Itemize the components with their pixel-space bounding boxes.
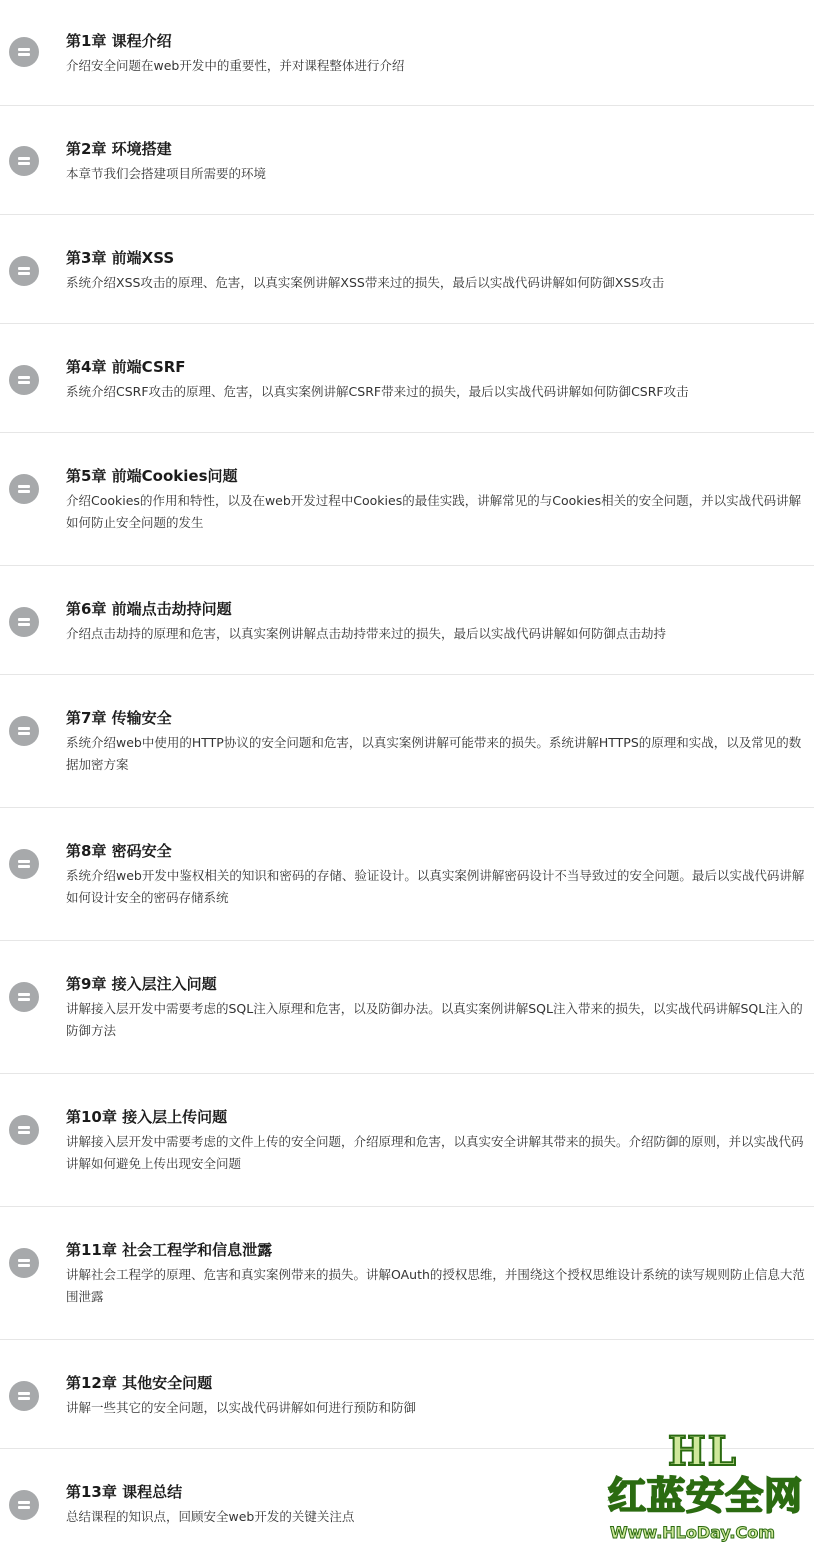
chapter-description: 系统介绍XSS攻击的原理、危害，以真实案例讲解XSS带来过的损失，最后以实战代码讲解如何防御XSS攻击 [66, 275, 665, 290]
chapter-title: 第12章 其他安全问题 [66, 1374, 213, 1392]
chapter-item[interactable] [0, 215, 814, 324]
watermark-logo: HL [668, 1428, 738, 1475]
chapter-item[interactable] [0, 1449, 814, 1554]
chapter-collapse-icon[interactable] [9, 365, 39, 395]
chapter-item[interactable] [0, 941, 814, 1074]
chapter-description: 讲解一些其它的安全问题，以实战代码讲解如何进行预防和防御 [66, 1400, 417, 1415]
chapter-description: 讲解社会工程学的原理、危害和真实案例带来的损失。讲解OAuth的授权思维，并围绕这个授权思维设计系统的读写规则防止信息大范围泄露 [66, 1267, 805, 1304]
chapter-collapse-icon[interactable] [9, 37, 39, 67]
chapter-title: 第11章 社会工程学和信息泄露 [66, 1241, 273, 1259]
chapter-title: 第2章 环境搭建 [66, 140, 172, 158]
chapter-description: 介绍Cookies的作用和特性，以及在web开发过程中Cookies的最佳实践，讲解常见的与Cookies相关的安全问题，并以实战代码讲解如何防止安全问题的发生 [66, 493, 802, 530]
chapter-description: 讲解接入层开发中需要考虑的SQL注入原理和危害，以及防御办法。以真实案例讲解SQL注入带来的损失，以实战代码讲解SQL注入的防御方法 [66, 1001, 803, 1038]
chapter-title: 第8章 密码安全 [66, 842, 172, 860]
chapter-title: 第3章 前端XSS [66, 249, 175, 267]
chapter-description: 系统介绍CSRF攻击的原理、危害，以真实案例讲解CSRF带来过的损失，最后以实战代码讲解如何防御CSRF攻击 [66, 384, 689, 399]
chapter-collapse-icon[interactable] [9, 256, 39, 286]
chapter-title: 第10章 接入层上传问题 [66, 1108, 228, 1126]
chapter-collapse-icon[interactable] [9, 1490, 39, 1520]
chapter-title: 第1章 课程介绍 [66, 32, 172, 50]
chapter-collapse-icon[interactable] [9, 849, 39, 879]
chapter-collapse-icon[interactable] [9, 474, 39, 504]
chapter-title: 第7章 传输安全 [66, 709, 172, 727]
chapter-description: 总结课程的知识点，回顾安全web开发的关键关注点 [66, 1509, 355, 1524]
chapter-collapse-icon[interactable] [9, 1115, 39, 1145]
chapter-item[interactable] [0, 808, 814, 941]
chapter-title: 第6章 前端点击劫持问题 [66, 600, 232, 618]
chapter-description: 系统介绍web开发中鉴权相关的知识和密码的存储、验证设计。以真实案例讲解密码设计不当导致过的安全问题。最后以实战代码讲解如何设计安全的密码存储系统 [66, 868, 805, 905]
chapter-title: 第5章 前端Cookies问题 [66, 467, 238, 485]
chapter-description: 本章节我们会搭建项目所需要的环境 [66, 166, 267, 181]
chapter-collapse-icon[interactable] [9, 1248, 39, 1278]
chapter-description: 介绍安全问题在web开发中的重要性，并对课程整体进行介绍 [66, 58, 405, 73]
chapter-item[interactable] [0, 106, 814, 215]
chapter-description: 系统介绍web中使用的HTTP协议的安全问题和危害，以真实案例讲解可能带来的损失。系统讲解HTTPS的原理和实战，以及常见的数据加密方案 [66, 735, 802, 772]
chapter-title: 第9章 接入层注入问题 [66, 975, 217, 993]
chapter-item[interactable] [0, 1340, 814, 1449]
chapter-collapse-icon[interactable] [9, 607, 39, 637]
watermark-site-name: 红蓝安全网 [608, 1474, 804, 1518]
chapter-item[interactable] [0, 324, 814, 433]
chapter-description: 讲解接入层开发中需要考虑的文件上传的安全问题，介绍原理和危害，以真实安全讲解其带来的损失。介绍防御的原则，并以实战代码讲解如何避免上传出现安全问题 [66, 1134, 804, 1171]
chapter-collapse-icon[interactable] [9, 982, 39, 1012]
chapter-item[interactable] [0, 566, 814, 675]
chapter-item[interactable] [0, 1207, 814, 1340]
chapter-item[interactable] [0, 675, 814, 808]
chapter-title: 第13章 课程总结 [66, 1483, 183, 1501]
chapter-item[interactable] [0, 1074, 814, 1207]
chapter-collapse-icon[interactable] [9, 716, 39, 746]
chapter-item[interactable] [0, 433, 814, 566]
chapter-title: 第4章 前端CSRF [66, 358, 186, 376]
watermark-url: Www.HLoDay.Com [610, 1523, 775, 1542]
chapter-description: 介绍点击劫持的原理和危害，以真实案例讲解点击劫持带来过的损失，最后以实战代码讲解如何防御点击劫持 [66, 626, 667, 641]
chapter-collapse-icon[interactable] [9, 1381, 39, 1411]
chapter-item[interactable] [0, 0, 814, 106]
chapter-collapse-icon[interactable] [9, 146, 39, 176]
